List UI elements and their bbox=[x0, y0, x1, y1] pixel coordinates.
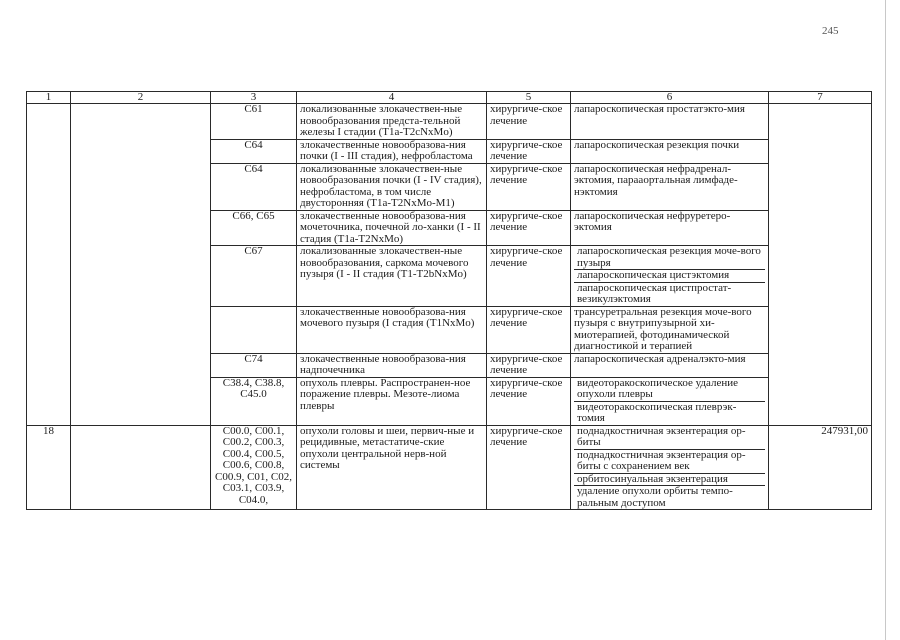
icd-codes: C61 bbox=[211, 104, 297, 140]
disease-description: опухоль плевры. Распространен-ное поражение плевры. Мезоте-лиома плевры bbox=[297, 377, 487, 425]
disease-description: опухоли головы и шеи, первич-ные и рецидивные, метастатиче-ские опухоли центральной нерв-ной системы bbox=[297, 425, 487, 510]
disease-description: злокачественные новообразова-ния надпочечника bbox=[297, 353, 487, 377]
row-number-cell bbox=[27, 104, 71, 426]
disease-description: злокачественные новообразова-ния мочеточника, почечной ло-ханки (I - II стадия (T1a-T2NxMo) bbox=[297, 210, 487, 246]
treatment-method: удаление опухоли орбиты темпо-ральным доступом bbox=[577, 485, 733, 509]
treatment-method: лапароскопическая адреналэкто-мия bbox=[571, 353, 769, 377]
treatment-type: хирургиче-ское лечение bbox=[487, 163, 571, 210]
treatment-method: лапароскопическая цистэктомия bbox=[574, 270, 765, 283]
treatment-method: трансуретральная резекция моче-вого пузыря с внутрипузырной хи-миотерапией, фотодинамической диагностикой и терапией bbox=[571, 306, 769, 353]
icd-codes: C64 bbox=[211, 139, 297, 163]
icd-codes bbox=[211, 306, 297, 353]
treatment-type: хирургиче-ское лечение bbox=[487, 139, 571, 163]
header-col-7: 7 bbox=[769, 92, 872, 104]
treatment-method: лапароскопическая резекция почки bbox=[571, 139, 769, 163]
disease-description: локализованные злокачествен-ные новообразования предста-тельной железы I стадии (T1a-T2cNxMo) bbox=[297, 104, 487, 140]
header-col-5: 5 bbox=[487, 92, 571, 104]
treatment-methods-list bbox=[571, 377, 769, 425]
group-name-cell bbox=[71, 104, 211, 426]
treatment-type: хирургиче-ское лечение bbox=[487, 353, 571, 377]
disease-description: злокачественные новообразова-ния почки (I - III стадия), нефробластома bbox=[297, 139, 487, 163]
page-edge-line bbox=[885, 0, 886, 640]
treatment-methods-list bbox=[571, 246, 769, 307]
treatment-type: хирургиче-ское лечение bbox=[487, 104, 571, 140]
header-col-4: 4 bbox=[297, 92, 487, 104]
header-col-6: 6 bbox=[571, 92, 769, 104]
cost-cell bbox=[769, 104, 872, 426]
treatment-method: лапароскопическая резекция моче-вого пузыря bbox=[574, 246, 765, 270]
treatment-method: поднадкостничная экзентерация ор-биты с сохранением век bbox=[574, 450, 765, 474]
icd-codes: C66, C65 bbox=[211, 210, 297, 246]
treatment-methods-list bbox=[571, 425, 769, 510]
header-col-1: 1 bbox=[27, 92, 71, 104]
row-number: 18 bbox=[27, 425, 71, 510]
cost-value: 247931,00 bbox=[769, 425, 872, 510]
icd-codes: C67 bbox=[211, 246, 297, 307]
disease-description: локализованные злокачествен-ные новообразования почки (I - IV стадия), нефробластома, в том числе двусторонняя (T1a-T2NxMo-M1) bbox=[297, 163, 487, 210]
icd-codes: C00.0, C00.1, C00.2, C00.3, C00.4, C00.5, C00.6, C00.8, C00.9, C01, C02, C03.1, C03.9, C04.0, bbox=[211, 425, 297, 510]
table-header-row bbox=[27, 92, 872, 104]
treatment-method: видеоторакоскопическая плеврэк-томия bbox=[577, 400, 737, 424]
icd-codes: C38.4, C38.8, C45.0 bbox=[211, 377, 297, 425]
page-number: 245 bbox=[822, 25, 839, 37]
treatment-method: лапароскопическая цистпростат-везикулэктомия bbox=[577, 281, 732, 305]
treatment-type: хирургиче-ское лечение bbox=[487, 306, 571, 353]
group-name-cell bbox=[71, 425, 211, 510]
treatment-method: лапароскопическая простатэкто-мия bbox=[571, 104, 769, 140]
treatment-method: лапароскопическая нефруретеро-эктомия bbox=[571, 210, 769, 246]
table-row bbox=[27, 104, 872, 140]
icd-codes: C74 bbox=[211, 353, 297, 377]
disease-description: злокачественные новообразова-ния мочевого пузыря (I стадия (T1NxMo) bbox=[297, 306, 487, 353]
icd-codes: C64 bbox=[211, 163, 297, 210]
treatment-method: видеоторакоскопическое удаление опухоли плевры bbox=[574, 378, 765, 402]
treatment-type: хирургиче-ское лечение bbox=[487, 246, 571, 307]
disease-description: локализованные злокачествен-ные новообразования, саркома мочевого пузыря (I - II стадия (T1-T2bNxMo) bbox=[297, 246, 487, 307]
treatment-method: орбитосинуальная экзентерация bbox=[574, 474, 765, 487]
treatment-method: лапароскопическая нефрадренал-эктомия, парааортальная лимфаде-нэктомия bbox=[571, 163, 769, 210]
treatment-method: поднадкостничная экзентерация ор-биты bbox=[574, 426, 765, 450]
treatment-type: хирургиче-ское лечение bbox=[487, 425, 571, 510]
services-table bbox=[26, 91, 872, 510]
table-row-18 bbox=[27, 425, 872, 510]
treatment-type: хирургиче-ское лечение bbox=[487, 210, 571, 246]
treatment-type: хирургиче-ское лечение bbox=[487, 377, 571, 425]
header-col-2: 2 bbox=[71, 92, 211, 104]
header-col-3: 3 bbox=[211, 92, 297, 104]
